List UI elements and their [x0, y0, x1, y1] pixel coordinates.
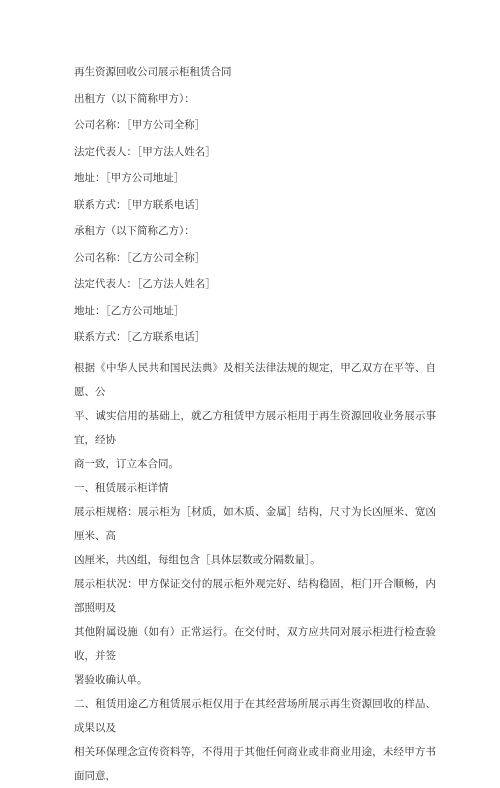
- lessee-heading: 承租方（以下简称乙方）：: [74, 225, 195, 237]
- section-2-paragraph: [74, 692, 436, 788]
- spec-line: 凶厘米，共凶组，每组包含［具体层数或分隔数量］。: [74, 553, 321, 566]
- lessor-company-name: 公司名称：［甲方公司全称］: [74, 119, 206, 131]
- lessee-legal-rep: 法定代表人：［乙方法人姓名］: [74, 278, 216, 290]
- lessee-company-name: 公司名称：［乙方公司全称］: [74, 251, 206, 264]
- preamble-paragraph: [74, 356, 436, 476]
- lessor-heading: 出租方（以下简称甲方）：: [74, 92, 195, 105]
- section-2-line: 二、租赁用途乙方租赁展示柜仅用于在其经营场所展示再生资源回收的样品、成果以及: [74, 697, 436, 734]
- lessee-address: 地址：［乙方公司地址］: [74, 304, 185, 317]
- preamble-line: 商一致，订立本合同。: [74, 457, 179, 470]
- condition-line: 其他附属设施（如有）正常运行。在交付时，双方应共同对展示柜进行检查验收，并签: [74, 625, 436, 662]
- lessor-legal-rep: 法定代表人：［甲方法人姓名］: [74, 145, 216, 158]
- condition-paragraph: [74, 572, 436, 692]
- section-1-heading: 一、租赁展示柜详情: [74, 481, 169, 494]
- document-body: [74, 64, 436, 788]
- contract-title: 再生资源回收公司展示柜租赁合同: [74, 66, 232, 78]
- condition-line: 署验收确认单。: [74, 673, 148, 686]
- lessor-contact: 联系方式：［甲方联系电话］: [74, 198, 206, 211]
- spec-line: 展示柜规格：展示柜为［材质，如木质、金属］结构，尺寸为长凶厘米、宽凶厘米、高: [74, 505, 436, 542]
- preamble-line: 根据《中华人民共和国民法典》及相关法律法规的规定，甲乙双方在平等、自愿、公: [74, 361, 436, 398]
- lessor-address: 地址：［甲方公司地址］: [74, 172, 185, 184]
- condition-line: 展示柜状况：甲方保证交付的展示柜外观完好、结构稳固，柜门开合顺畅，内部照明及: [74, 577, 436, 614]
- spec-paragraph: [74, 500, 436, 572]
- section-2-line: 相关环保理念宣传资料等，不得用于其他任何商业或非商业用途，未经甲方书面同意，: [74, 745, 436, 782]
- preamble-line: 平、诚实信用的基础上，就乙方租赁甲方展示柜用于再生资源回收业务展示事宜，经协: [74, 409, 436, 446]
- lessee-contact: 联系方式：［乙方联系电话］: [74, 331, 206, 343]
